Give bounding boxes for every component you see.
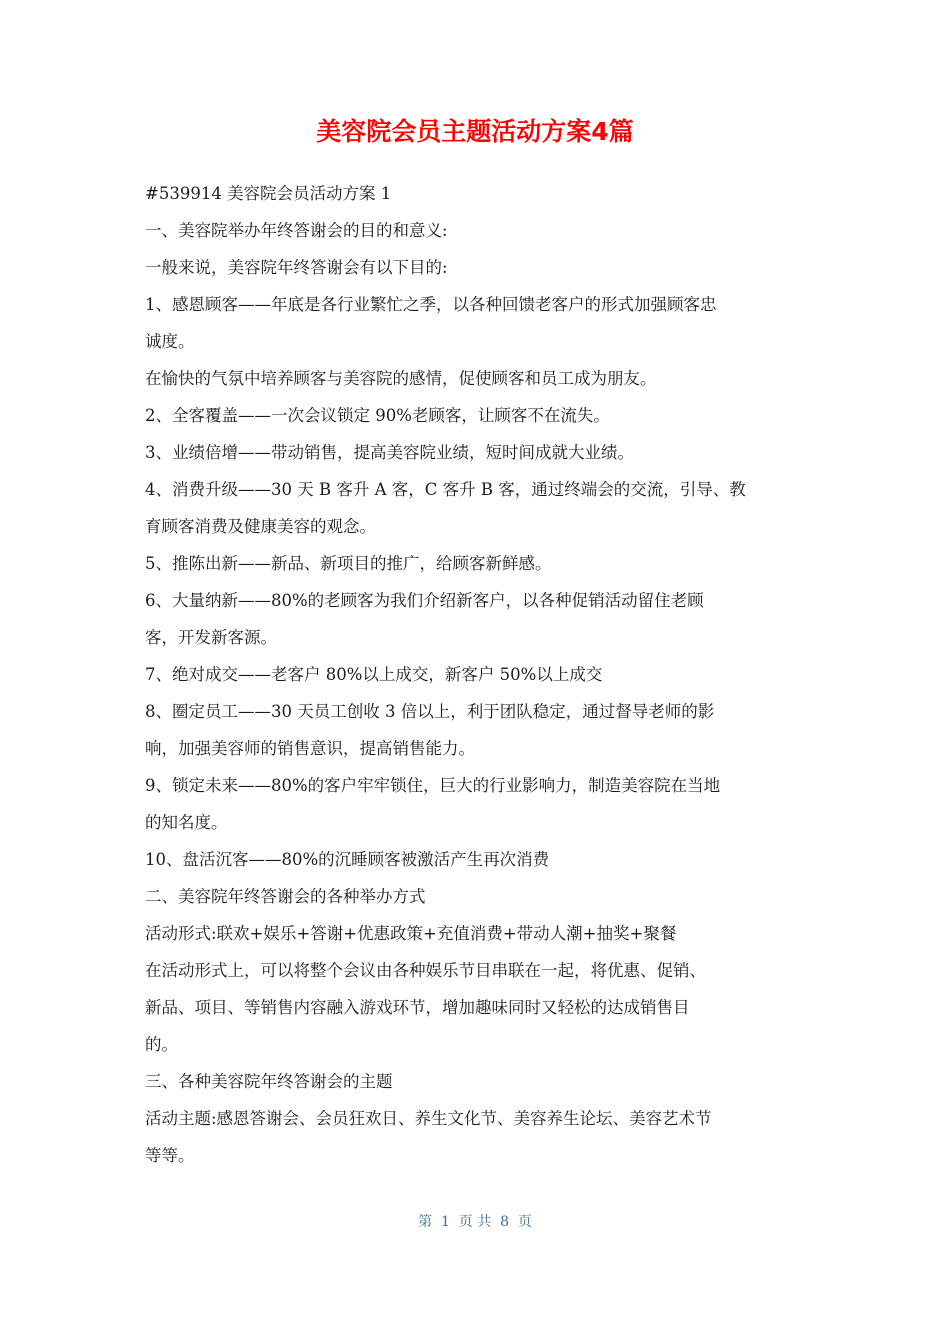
paragraph-line: 在愉快的气氛中培养顾客与美容院的感情，促使顾客和员工成为朋友。 xyxy=(145,369,657,388)
paragraph-line: 的知名度。 xyxy=(145,813,228,832)
paragraph-line: 10、盘活沉客——80%的沉睡顾客被激活产生再次消费 xyxy=(145,850,550,869)
paragraph-line: 5、推陈出新——新品、新项目的推广，给顾客新鲜感。 xyxy=(145,554,552,573)
page-number-footer: 第 1 页 共 8 页 xyxy=(418,1214,532,1230)
paragraph-line: 4、消费升级——30 天 B 客升 A 客，C 客升 B 客，通过终端会的交流，引导、教 xyxy=(145,480,746,499)
paragraph-line: 8、圈定员工——30 天员工创收 3 倍以上，利于团队稳定，通过督导老师的影 xyxy=(145,702,715,721)
paragraph-line: 等等。 xyxy=(145,1146,195,1165)
paragraph-line: 客，开发新客源。 xyxy=(145,628,277,647)
paragraph-line: 3、业绩倍增——带动销售，提高美容院业绩，短时间成就大业绩。 xyxy=(145,443,634,462)
paragraph-line: 育顾客消费及健康美容的观念。 xyxy=(145,517,376,536)
paragraph-line: 活动形式:联欢+娱乐+答谢+优惠政策+充值消费+带动人潮+抽奖+聚餐 xyxy=(145,924,677,943)
document-title: 美容院会员主题活动方案4篇 xyxy=(316,117,634,146)
paragraph-line: #539914 美容院会员活动方案 1 xyxy=(145,184,392,203)
paragraph-line: 7、绝对成交——老客户 80%以上成交，新客户 50%以上成交 xyxy=(145,665,603,684)
paragraph-line: 响，加强美容师的销售意识，提高销售能力。 xyxy=(145,739,475,758)
paragraph-line: 诚度。 xyxy=(145,332,195,351)
paragraph-line: 三、各种美容院年终答谢会的主题 xyxy=(145,1072,393,1091)
document-body xyxy=(145,175,815,1174)
paragraph-line: 6、大量纳新——80%的老顾客为我们介绍新客户，以各种促销活动留住老顾 xyxy=(145,591,704,610)
paragraph-line: 2、全客覆盖——一次会议锁定 90%老顾客，让顾客不在流失。 xyxy=(145,406,610,425)
paragraph-line: 新品、项目、等销售内容融入游戏环节，增加趣味同时又轻松的达成销售目 xyxy=(145,998,690,1017)
paragraph-line: 在活动形式上，可以将整个会议由各种娱乐节目串联在一起，将优惠、促销、 xyxy=(145,961,706,980)
paragraph-line: 的。 xyxy=(145,1035,178,1054)
paragraph-line: 一般来说，美容院年终答谢会有以下目的: xyxy=(145,258,448,277)
paragraph-line: 1、感恩顾客——年底是各行业繁忙之季，以各种回馈老客户的形式加强顾客忠 xyxy=(145,295,717,314)
paragraph-line: 活动主题:感恩答谢会、会员狂欢日、养生文化节、美容养生论坛、美容艺术节 xyxy=(145,1109,712,1128)
paragraph-line: 二、美容院年终答谢会的各种举办方式 xyxy=(145,887,426,906)
paragraph-line: 一、美容院举办年终答谢会的目的和意义: xyxy=(145,221,448,240)
paragraph-line: 9、锁定未来——80%的客户牢牢锁住，巨大的行业影响力，制造美容院在当地 xyxy=(145,776,721,795)
